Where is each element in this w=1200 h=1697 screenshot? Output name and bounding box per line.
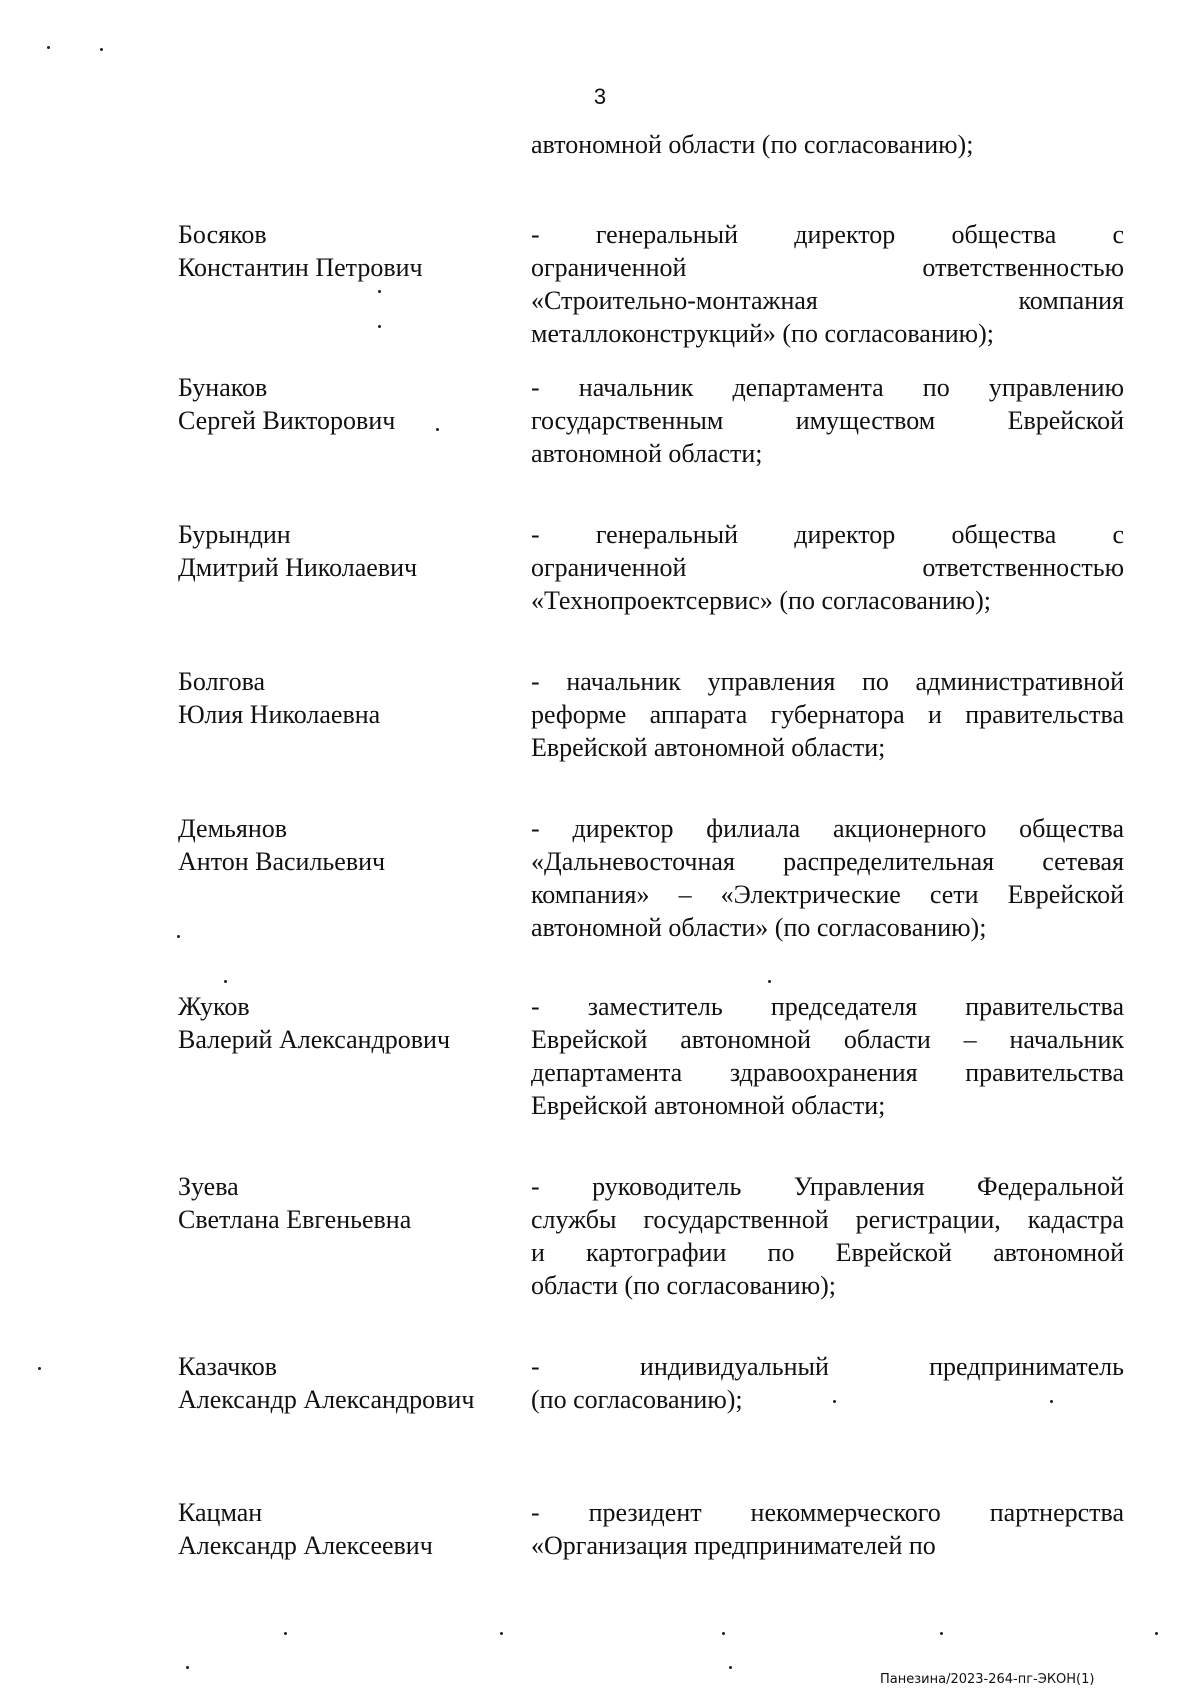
position-line: автономной области;	[531, 439, 763, 468]
member-given-names: Александр Александрович	[178, 1385, 475, 1414]
member-surname: Бунаков	[178, 373, 268, 402]
member-given-names: Юлия Николаевна	[178, 700, 381, 729]
member-name	[178, 665, 518, 731]
position-line: службы государственной регистрации, кадастра	[531, 1205, 1124, 1234]
scan-speck	[186, 1666, 189, 1669]
member-surname: Казачков	[178, 1352, 277, 1381]
position-line: государственным имуществом Еврейской	[531, 406, 1124, 435]
position-line: компания» – «Электрические сети Еврейской	[531, 880, 1124, 909]
member-surname: Демьянов	[178, 814, 288, 843]
scan-speck	[1050, 1400, 1053, 1403]
scan-speck	[1155, 1632, 1158, 1635]
position-line: - заместитель председателя правительства	[531, 992, 1124, 1021]
position-line: «Организация предпринимателей по	[531, 1531, 936, 1560]
member-name	[178, 1496, 518, 1562]
position-line: департамента здравоохранения правительства	[531, 1058, 1124, 1087]
member-name	[178, 518, 518, 584]
member-position	[531, 1496, 1124, 1562]
position-line: - директор филиала акционерного общества	[531, 814, 1124, 843]
position-line: автономной области» (по согласованию);	[531, 913, 987, 942]
member-name	[178, 812, 518, 878]
member-given-names: Валерий Александрович	[178, 1025, 451, 1054]
position-line: ограниченной ответственностью	[531, 553, 1124, 582]
continuation-text: автономной области (по согласованию);	[531, 130, 974, 159]
position-line: реформе аппарата губернатора и правительства	[531, 700, 1124, 729]
member-surname: Бурындин	[178, 520, 291, 549]
member-given-names: Александр Алексеевич	[178, 1531, 433, 1560]
document-code: Панезина/2023-264-пг-ЭКОН(1)	[880, 1672, 1095, 1687]
member-position	[531, 218, 1124, 350]
position-line: - президент некоммерческого партнерства	[531, 1498, 1124, 1527]
scan-speck	[224, 980, 227, 983]
position-line: и картографии по Еврейской автономной	[531, 1238, 1124, 1267]
scan-speck	[768, 980, 771, 983]
position-line: «Дальневосточная распределительная сетевая	[531, 847, 1124, 876]
position-line: «Строительно-монтажная компания	[531, 286, 1124, 315]
position-line: Еврейской автономной области;	[531, 1091, 886, 1120]
scan-speck	[436, 428, 439, 431]
scan-speck	[833, 1400, 836, 1403]
member-surname: Болгова	[178, 667, 266, 696]
member-position	[531, 812, 1124, 944]
page-number: 3	[593, 84, 607, 109]
position-line: «Технопроектсервис» (по согласованию);	[531, 586, 991, 615]
member-name	[178, 371, 518, 437]
member-surname: Зуева	[178, 1172, 239, 1201]
member-given-names: Антон Васильевич	[178, 847, 386, 876]
scan-speck	[940, 1632, 943, 1635]
member-name	[178, 1170, 518, 1236]
position-line: Еврейской автономной области – начальник	[531, 1025, 1124, 1054]
scan-speck	[38, 1367, 41, 1370]
position-line: - генеральный директор общества с	[531, 220, 1124, 249]
scan-speck	[284, 1632, 287, 1635]
scan-speck	[500, 1632, 503, 1635]
member-given-names: Дмитрий Николаевич	[178, 553, 418, 582]
position-line: Еврейской автономной области;	[531, 733, 886, 762]
member-name	[178, 1350, 518, 1416]
member-surname: Босяков	[178, 220, 267, 249]
position-line: - начальник департамента по управлению	[531, 373, 1124, 402]
member-position	[531, 518, 1124, 617]
scan-speck	[729, 1666, 732, 1669]
position-line: - начальник управления по административной	[531, 667, 1124, 696]
scan-speck	[100, 48, 103, 51]
position-line: области (по согласованию);	[531, 1271, 837, 1300]
scan-speck	[177, 935, 180, 938]
position-line: (по согласованию);	[531, 1385, 743, 1414]
member-name	[178, 218, 518, 284]
member-name	[178, 990, 518, 1056]
member-surname: Жуков	[178, 992, 250, 1021]
scan-speck	[47, 46, 50, 49]
position-line: металлоконструкций» (по согласованию);	[531, 319, 994, 348]
member-surname: Кацман	[178, 1498, 263, 1527]
position-line: ограниченной ответственностью	[531, 253, 1124, 282]
member-position	[531, 990, 1124, 1122]
scan-speck	[722, 1632, 725, 1635]
member-position	[531, 665, 1124, 764]
position-line: - генеральный директор общества с	[531, 520, 1124, 549]
member-given-names: Сергей Викторович	[178, 406, 396, 435]
member-position	[531, 371, 1124, 470]
scan-speck	[378, 290, 381, 293]
position-line: - руководитель Управления Федеральной	[531, 1172, 1124, 1201]
member-position	[531, 1350, 1124, 1416]
scan-speck	[378, 325, 381, 328]
member-given-names: Светлана Евгеньевна	[178, 1205, 412, 1234]
member-position	[531, 1170, 1124, 1302]
member-given-names: Константин Петрович	[178, 253, 423, 282]
position-line: - индивидуальный предприниматель	[531, 1352, 1124, 1381]
